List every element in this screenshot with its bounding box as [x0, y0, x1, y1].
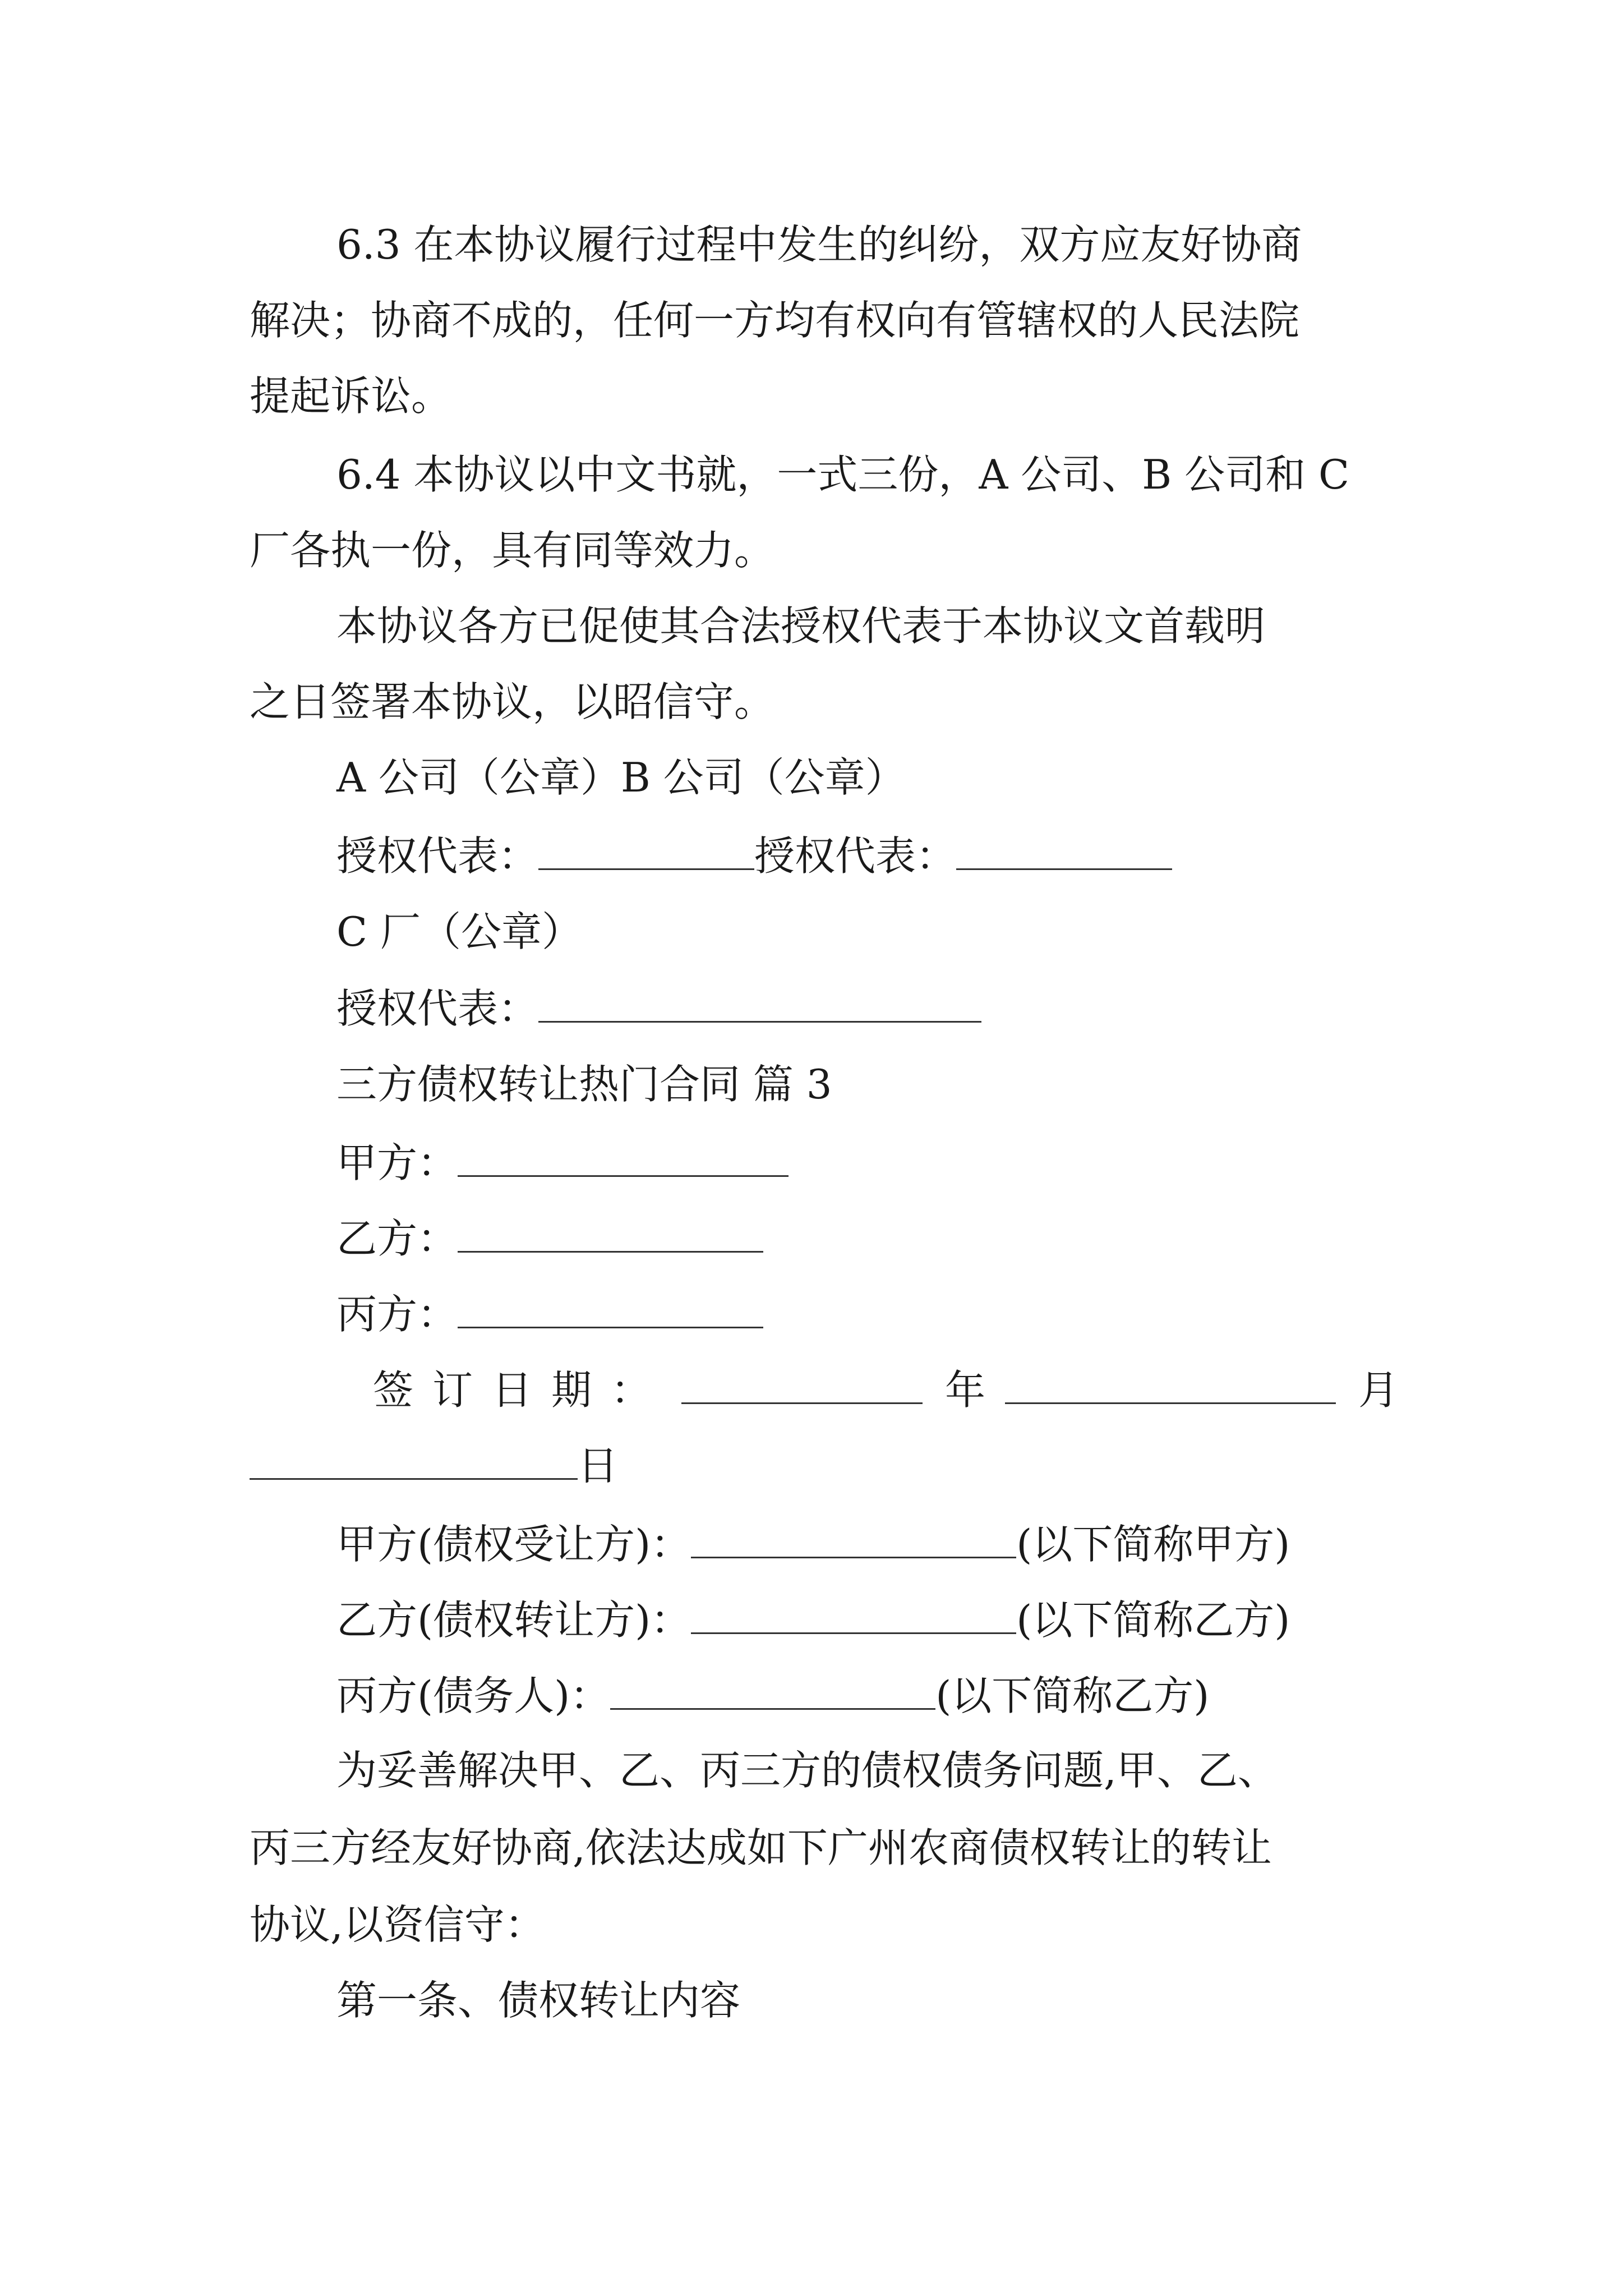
closing-line-1: 本协议各方已促使其合法授权代表于本协议文首载明 [336, 602, 1266, 650]
party-b-full-label: 乙方(债权转让方)： [336, 1596, 691, 1644]
clause-6-3-line-3: 提起诉讼。 [250, 372, 452, 420]
closing-line-2: 之日签署本协议，以昭信守。 [250, 678, 775, 725]
party-a-full-label: 甲方(债权受让方)： [336, 1521, 691, 1568]
day-blank[interactable] [250, 1444, 578, 1480]
day-row [250, 1442, 619, 1489]
clause-6-4-line-2: 厂各执一份，具有同等效力。 [250, 527, 775, 574]
preamble-line-3: 协议,以资信守： [250, 1901, 545, 1948]
signature-blank[interactable] [956, 835, 1172, 870]
auth-label: 授权代表： [754, 832, 957, 880]
clause-6-3-line-1: 6.3 在本协议履行过程中发生的纠纷，双方应友好协商 [336, 221, 1302, 268]
auth-row-c [336, 985, 981, 1032]
clause-6-3-line-2: 解决；协商不成的，任何一方均有权向有管辖权的人民法院 [250, 297, 1300, 344]
signature-blank[interactable] [538, 987, 981, 1023]
article-1-heading: 第一条、债权转让内容 [336, 1977, 741, 2024]
sign-date-row [373, 1366, 1399, 1414]
party-b-abbr: (以下简称乙方) [1016, 1596, 1290, 1644]
party-a-full-blank[interactable] [691, 1523, 1016, 1558]
party-a-full-row [336, 1521, 1290, 1568]
party-a-blank[interactable] [458, 1142, 789, 1177]
party-c-abbr: (以下简称乙方) [935, 1672, 1210, 1719]
party-b-row [336, 1215, 763, 1262]
party-b-label: 乙方： [336, 1215, 458, 1262]
party-a-abbr: (以下简称甲方) [1016, 1521, 1290, 1568]
party-a-label: 甲方： [336, 1139, 458, 1186]
party-c-row [336, 1291, 763, 1338]
party-c-full-label: 丙方(债务人)： [336, 1672, 611, 1719]
preamble-line-1: 为妥善解决甲、乙、丙三方的债权债务问题,甲、乙、 [336, 1747, 1278, 1794]
seal-line-ab: A 公司（公章）B 公司（公章） [336, 754, 906, 801]
party-c-blank[interactable] [458, 1293, 763, 1328]
auth-label: 授权代表： [336, 985, 539, 1032]
year-blank[interactable] [681, 1369, 923, 1404]
party-c-label: 丙方： [336, 1291, 458, 1338]
signature-blank[interactable] [538, 835, 754, 870]
party-b-full-blank[interactable] [691, 1599, 1016, 1634]
section-title: 三方债权转让热门合同 篇 3 [336, 1061, 832, 1108]
day-label: 日 [578, 1442, 619, 1489]
auth-row-ab [336, 832, 1172, 880]
auth-label: 授权代表： [336, 832, 539, 880]
party-c-full-blank[interactable] [610, 1674, 935, 1710]
month-label: 月 [1358, 1366, 1399, 1414]
party-b-blank[interactable] [458, 1217, 763, 1253]
party-b-full-row [336, 1596, 1290, 1644]
sign-date-label: 签订日期： [373, 1366, 671, 1414]
year-label: 年 [945, 1366, 986, 1414]
party-c-full-row [336, 1672, 1210, 1719]
party-a-row [336, 1139, 789, 1186]
seal-line-c: C 厂（公章） [336, 908, 582, 955]
preamble-line-2: 丙三方经友好协商,依法达成如下广州农商债权转让的转让 [250, 1824, 1272, 1871]
month-blank[interactable] [1005, 1369, 1336, 1404]
clause-6-4-line-1: 6.4 本协议以中文书就，一式三份，A 公司、B 公司和 C [336, 451, 1350, 498]
